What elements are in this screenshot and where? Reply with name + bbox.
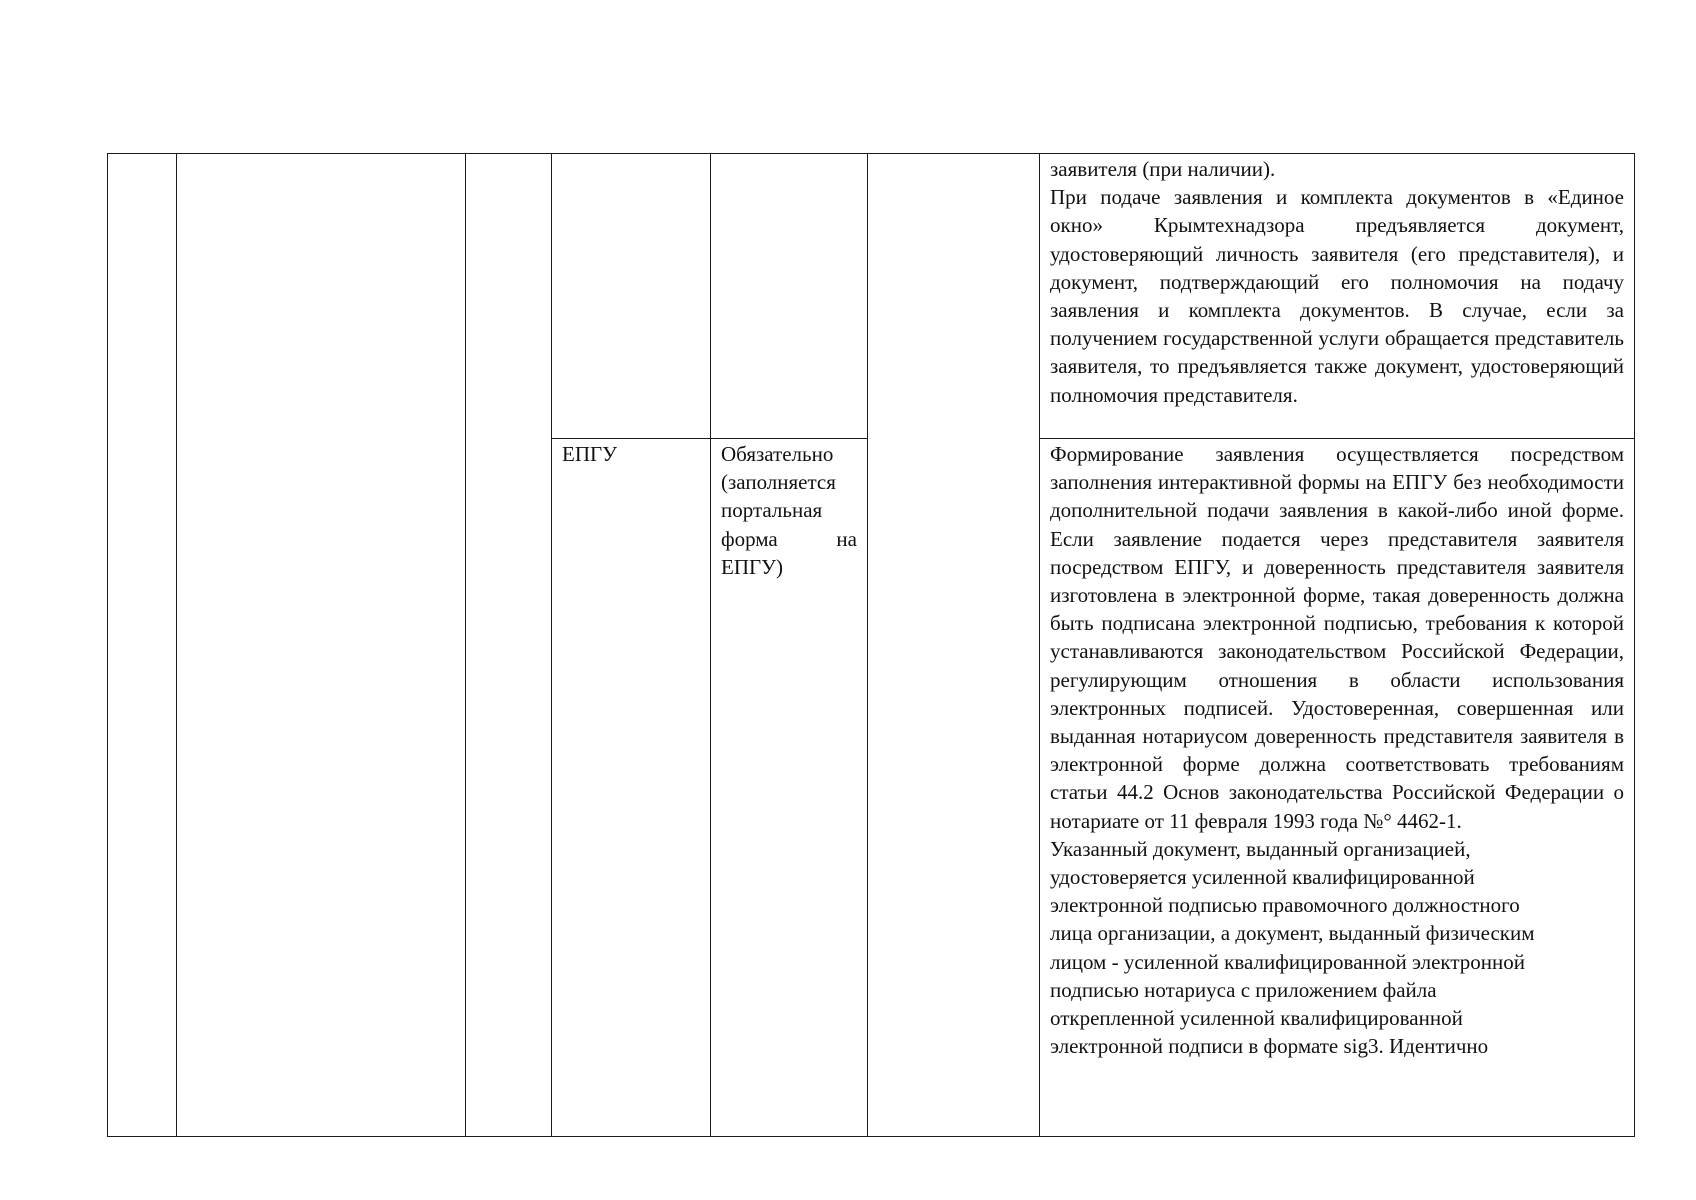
requirement-cell — [711, 439, 868, 1137]
table-cell-col6 — [868, 154, 1040, 1137]
description-line: Указанный документ, выданный организацией, — [1050, 836, 1471, 861]
channel-cell — [552, 439, 711, 1137]
table-cell-col1 — [108, 154, 177, 1137]
requirement-text: Обязательно (заполняется портальная форма на ЕПГУ) — [721, 442, 857, 579]
table-row — [108, 154, 1635, 439]
description-line: удостоверяется усиленной квалифицированной — [1050, 865, 1475, 890]
description-paragraph: Формирование заявления осуществляется посредством заполнения интерактивной формы на ЕПГУ без необходимости дополнительной подачи заявления в какой-либо иной форме. Если заявление подается через представителя заявителя посредством ЕПГУ, и доверенность представителя заявителя изготовлена в электронной форме, такая доверенность должна быть подписана электронной подписью, требования к которой устанавливаются законодательством Российской Федерации, регулирующим отношения в области использования электронных подписей. Удостоверенная, совершенная или выданная нотариусом доверенность представителя заявителя в электронной форме должна соответствовать требованиям статьи 44.2 Основ законодательства Российской Федерации о нотариате от 11 февраля 1993 года №° 4462-1. — [1050, 442, 1624, 833]
description-line: электронной подписи в формате sig3. Идентично — [1050, 1034, 1489, 1059]
channel-label: ЕПГУ — [562, 442, 618, 466]
document-table — [107, 153, 1635, 1137]
description-line: открепленной усиленной квалифицированной — [1050, 1006, 1463, 1031]
table-cell-col4 — [552, 154, 711, 439]
table-cell-description — [1040, 154, 1635, 439]
description-line: подписью нотариуса с приложением файла — [1050, 977, 1437, 1002]
table-cell-description — [1040, 439, 1635, 1137]
table-cell-col5 — [711, 154, 868, 439]
table-cell-col2 — [177, 154, 466, 1137]
description-line: лицом - усиленной квалифицированной электронной — [1050, 949, 1525, 974]
table-cell-col3 — [466, 154, 552, 1137]
description-line: лица организации, а документ, выданный физическим — [1050, 921, 1535, 946]
description-paragraph: При подаче заявления и комплекта документов в «Единое окно» Крымтехнадзора предъявляется документ, удостоверяющий личность заявителя (его представителя), и документ, подтверждающий его полномочия на подачу заявления и комплекта документов. В случае, если за получением государственной услуги обращается представитель заявителя, то предъявляется также документ, удостоверяющий полномочия представителя. — [1050, 185, 1624, 407]
description-line: заявителя (при наличии). — [1050, 157, 1276, 181]
description-line: электронной подписью правомочного должностного — [1050, 893, 1520, 918]
